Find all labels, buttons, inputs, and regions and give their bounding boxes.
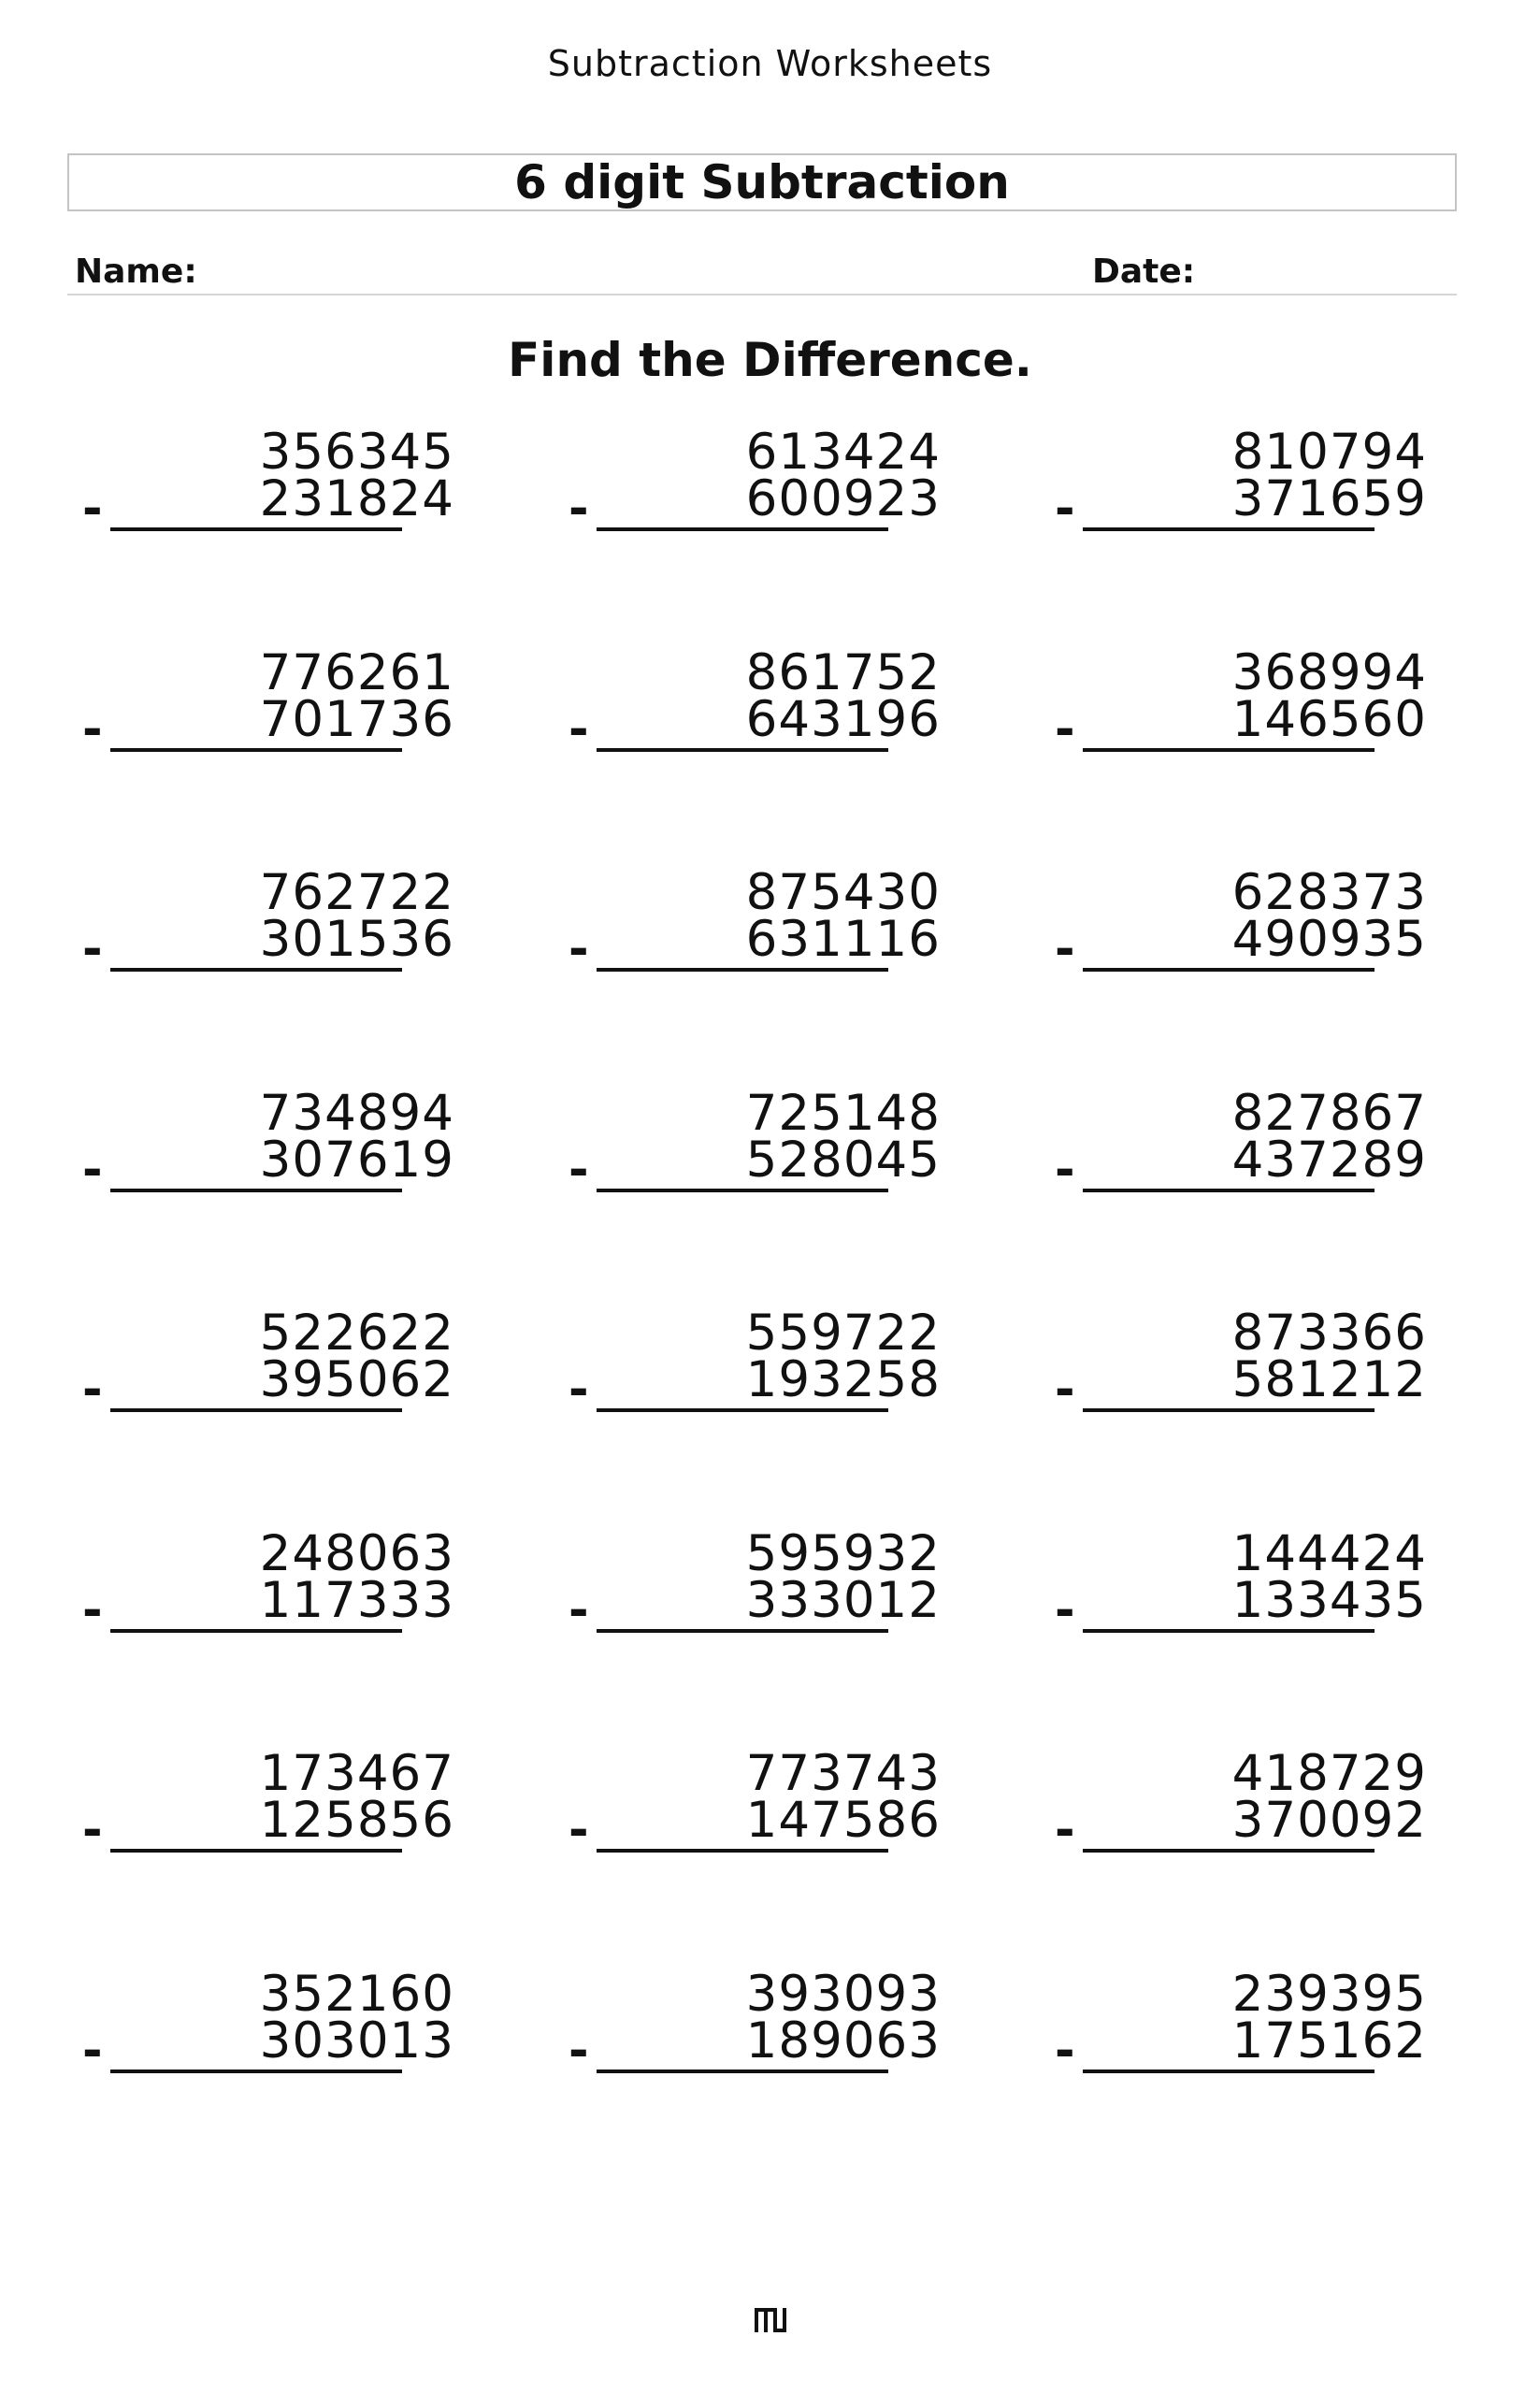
minuend: 352160 <box>259 1965 454 2023</box>
answer-line <box>597 527 888 531</box>
problem-8 <box>569 864 943 1007</box>
answer-line <box>597 968 888 972</box>
answer-line <box>1083 1408 1374 1412</box>
minus-sign: - <box>82 1581 103 1638</box>
subtrahend: 490935 <box>1231 911 1427 968</box>
minus-sign: - <box>82 2022 103 2079</box>
subtrahend: 371659 <box>1231 470 1427 527</box>
problem-24 <box>1055 1965 1429 2109</box>
worksheet-title: 6 digit Subtraction <box>67 153 1457 211</box>
answer-line <box>1083 748 1374 752</box>
answer-line <box>1083 2070 1374 2073</box>
minus-sign: - <box>569 700 589 757</box>
minus-sign: - <box>82 1802 103 1858</box>
subtrahend: 528045 <box>745 1131 941 1189</box>
answer-line <box>597 1849 888 1853</box>
minus-sign: - <box>82 700 103 757</box>
answer-line <box>1083 527 1374 531</box>
subtrahend: 189063 <box>745 2012 941 2070</box>
problem-5 <box>569 643 943 787</box>
minus-sign: - <box>1055 700 1075 757</box>
subtrahend: 701736 <box>259 690 454 748</box>
minus-sign: - <box>1055 2022 1075 2079</box>
answer-line <box>110 1189 402 1192</box>
answer-line <box>110 968 402 972</box>
minuend: 873366 <box>1231 1305 1427 1362</box>
problem-22 <box>82 1965 456 2109</box>
problem-12 <box>1055 1084 1429 1228</box>
minus-sign: - <box>1055 1362 1075 1418</box>
minuend: 522622 <box>259 1305 454 1362</box>
minus-sign: - <box>82 1362 103 1418</box>
minuend: 725148 <box>745 1084 941 1142</box>
minus-sign: - <box>569 2022 589 2079</box>
answer-line <box>110 527 402 531</box>
date-label: Date: <box>1092 252 1196 291</box>
subtrahend: 146560 <box>1231 690 1427 748</box>
minuend: 368994 <box>1231 643 1427 701</box>
minuend: 239395 <box>1231 1965 1427 2023</box>
answer-line <box>110 1408 402 1412</box>
minuend: 613424 <box>745 424 941 481</box>
minus-sign: - <box>1055 1581 1075 1638</box>
problem-21 <box>1055 1745 1429 1888</box>
problem-17 <box>569 1524 943 1668</box>
answer-line <box>110 1629 402 1633</box>
minus-sign: - <box>1055 481 1075 537</box>
minus-sign: - <box>1055 1802 1075 1858</box>
subtrahend: 600923 <box>745 470 941 527</box>
subtrahend: 175162 <box>1231 2012 1427 2070</box>
problem-6 <box>1055 643 1429 787</box>
answer-line <box>1083 1189 1374 1192</box>
brand-logo-icon <box>753 2304 788 2334</box>
minus-sign: - <box>569 921 589 977</box>
subtrahend: 231824 <box>259 470 454 527</box>
site-title: Subtraction Worksheets <box>547 43 993 84</box>
minuend: 773743 <box>745 1745 941 1802</box>
problem-1 <box>82 426 456 567</box>
minuend: 734894 <box>259 1084 454 1142</box>
subtrahend: 437289 <box>1231 1131 1427 1189</box>
subtrahend: 307619 <box>259 1131 454 1189</box>
subtrahend: 643196 <box>745 690 941 748</box>
problem-3 <box>1055 426 1429 567</box>
minuend: 144424 <box>1231 1524 1427 1582</box>
answer-line <box>110 748 402 752</box>
subtrahend: 147586 <box>745 1792 941 1849</box>
minus-sign: - <box>82 1141 103 1198</box>
minuend: 595932 <box>745 1524 941 1582</box>
name-date-divider <box>67 294 1457 296</box>
minuend: 827867 <box>1231 1084 1427 1142</box>
subtrahend: 125856 <box>259 1792 454 1849</box>
minus-sign: - <box>82 921 103 977</box>
subtrahend: 133435 <box>1231 1571 1427 1629</box>
answer-line <box>110 2070 402 2073</box>
minuend: 810794 <box>1231 424 1427 481</box>
answer-line <box>1083 968 1374 972</box>
answer-line <box>597 1408 888 1412</box>
minuend: 628373 <box>1231 864 1427 921</box>
problem-14 <box>569 1307 943 1448</box>
problem-23 <box>569 1965 943 2109</box>
subtrahend: 117333 <box>259 1571 454 1629</box>
minuend: 776261 <box>259 643 454 701</box>
instructions: Find the Difference. <box>508 333 1032 387</box>
subtrahend: 581212 <box>1231 1351 1427 1408</box>
minus-sign: - <box>1055 921 1075 977</box>
subtrahend: 303013 <box>259 2012 454 2070</box>
minuend: 356345 <box>259 424 454 481</box>
problem-15 <box>1055 1307 1429 1448</box>
name-label: Name: <box>75 252 197 291</box>
minus-sign: - <box>82 481 103 537</box>
subtrahend: 395062 <box>259 1351 454 1408</box>
problem-18 <box>1055 1524 1429 1668</box>
problem-20 <box>569 1745 943 1888</box>
minuend: 559722 <box>745 1305 941 1362</box>
subtrahend: 301536 <box>259 911 454 968</box>
minus-sign: - <box>1055 1141 1075 1198</box>
minuend: 861752 <box>745 643 941 701</box>
problem-19 <box>82 1745 456 1888</box>
minuend: 173467 <box>259 1745 454 1802</box>
subtrahend: 193258 <box>745 1351 941 1408</box>
minus-sign: - <box>569 481 589 537</box>
subtrahend: 333012 <box>745 1571 941 1629</box>
problem-11 <box>569 1084 943 1228</box>
answer-line <box>1083 1629 1374 1633</box>
subtrahend: 631116 <box>745 911 941 968</box>
minuend: 248063 <box>259 1524 454 1582</box>
answer-line <box>1083 1849 1374 1853</box>
problem-16 <box>82 1524 456 1668</box>
minuend: 393093 <box>745 1965 941 2023</box>
minus-sign: - <box>569 1362 589 1418</box>
minus-sign: - <box>569 1581 589 1638</box>
answer-line <box>597 1189 888 1192</box>
problem-10 <box>82 1084 456 1228</box>
answer-line <box>110 1849 402 1853</box>
minus-sign: - <box>569 1802 589 1858</box>
minuend: 418729 <box>1231 1745 1427 1802</box>
minus-sign: - <box>569 1141 589 1198</box>
answer-line <box>597 748 888 752</box>
answer-line <box>597 1629 888 1633</box>
problem-13 <box>82 1307 456 1448</box>
problem-2 <box>569 426 943 567</box>
problem-4 <box>82 643 456 787</box>
problem-7 <box>82 864 456 1007</box>
subtrahend: 370092 <box>1231 1792 1427 1849</box>
minuend: 762722 <box>259 864 454 921</box>
minuend: 875430 <box>745 864 941 921</box>
answer-line <box>597 2070 888 2073</box>
problem-9 <box>1055 864 1429 1007</box>
